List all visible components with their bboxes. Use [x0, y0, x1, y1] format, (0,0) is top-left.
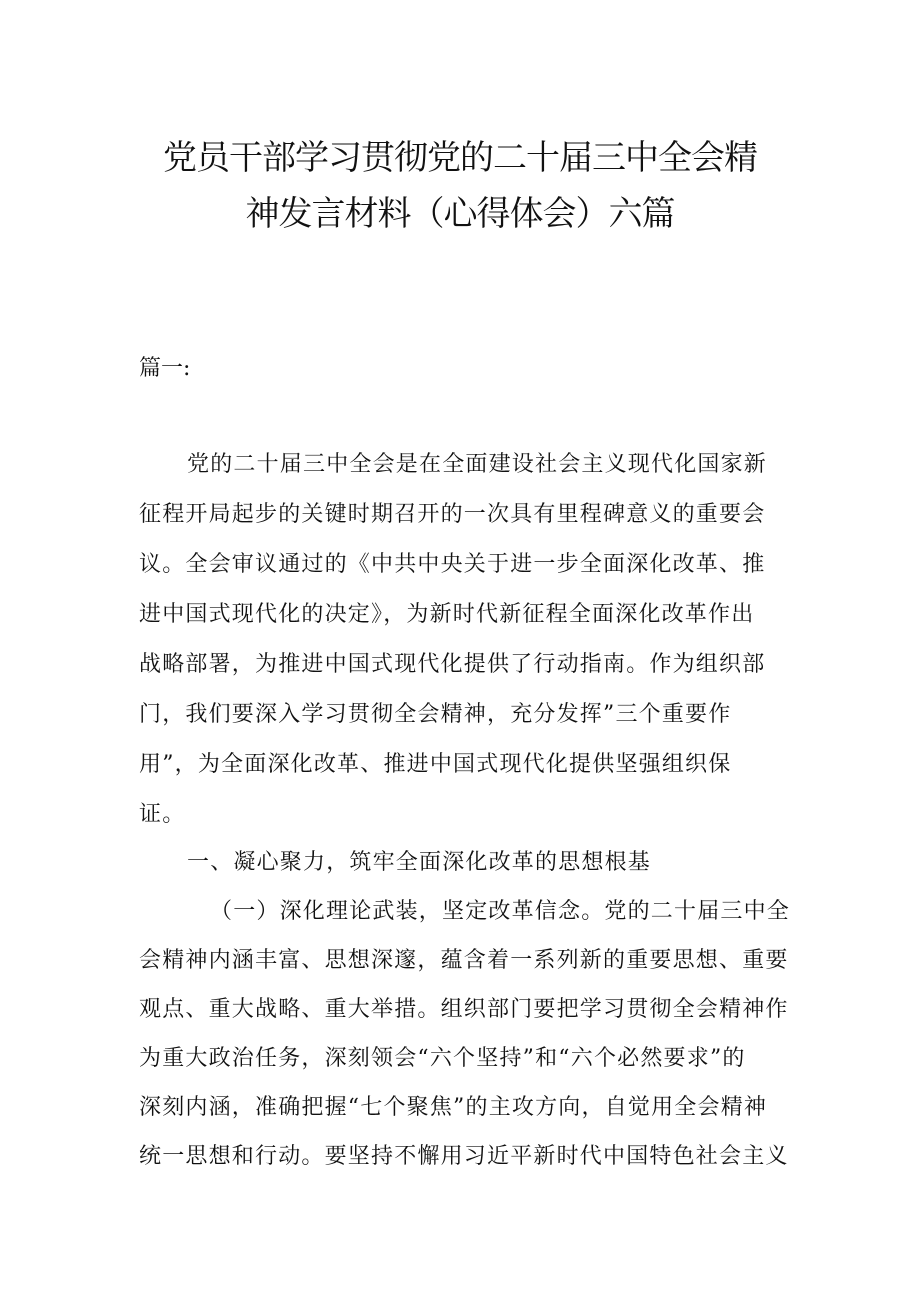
- paragraph-1-line: 进中国式现代化的决定》，为新时代新征程全面深化改革作出: [139, 602, 755, 627]
- paragraph-2-line: 统一思想和行动。要坚持不懈用习近平新时代中国特色社会主义: [139, 1144, 789, 1169]
- paragraph-2-line: （一）深化理论武装，坚定改革信念。党的二十届三中全: [210, 899, 791, 924]
- paragraph-1-line: 议。全会审议通过的《中共中央关于进一步全面深化改革、推: [139, 552, 766, 577]
- paragraph-1-line: 用”，为全面深化改革、推进中国式现代化提供坚强组织保: [139, 752, 732, 777]
- paragraph-2-line: 会精神内涵丰富、思想深邃，蕴含着一系列新的重要思想、重要: [139, 948, 789, 973]
- paragraph-1-line: 门，我们要深入学习贯彻全会精神，充分发挥”三个重要作: [139, 702, 732, 727]
- document-title-line-2: 神发言材料（心得体会）六篇: [245, 194, 675, 234]
- paragraph-1-line: 证。: [139, 802, 186, 827]
- paragraph-1-line: 征程开局起步的关键时期召开的一次具有里程碑意义的重要会: [139, 502, 766, 527]
- paragraph-1-line: 党的二十届三中全会是在全面建设社会主义现代化国家新: [187, 452, 768, 477]
- section-label: 篇一:: [139, 356, 191, 381]
- document-title-line-1: 党员干部学习贯彻党的二十届三中全会精: [163, 138, 757, 178]
- paragraph-2-line: 深刻内涵，准确把握“七个聚焦”的主攻方向，自觉用全会精神: [139, 1095, 768, 1120]
- paragraph-2-line: 为重大政治任务，深刻领会“六个坚持”和“六个必然要求”的: [139, 1046, 746, 1071]
- paragraph-2-line: 观点、重大战略、重大举措。组织部门要把学习贯彻全会精神作: [139, 997, 789, 1022]
- section-heading: 一、凝心聚力，筑牢全面深化改革的思想根基: [187, 850, 652, 875]
- paragraph-1-line: 战略部署，为推进中国式现代化提供了行动指南。作为组织部: [139, 652, 766, 677]
